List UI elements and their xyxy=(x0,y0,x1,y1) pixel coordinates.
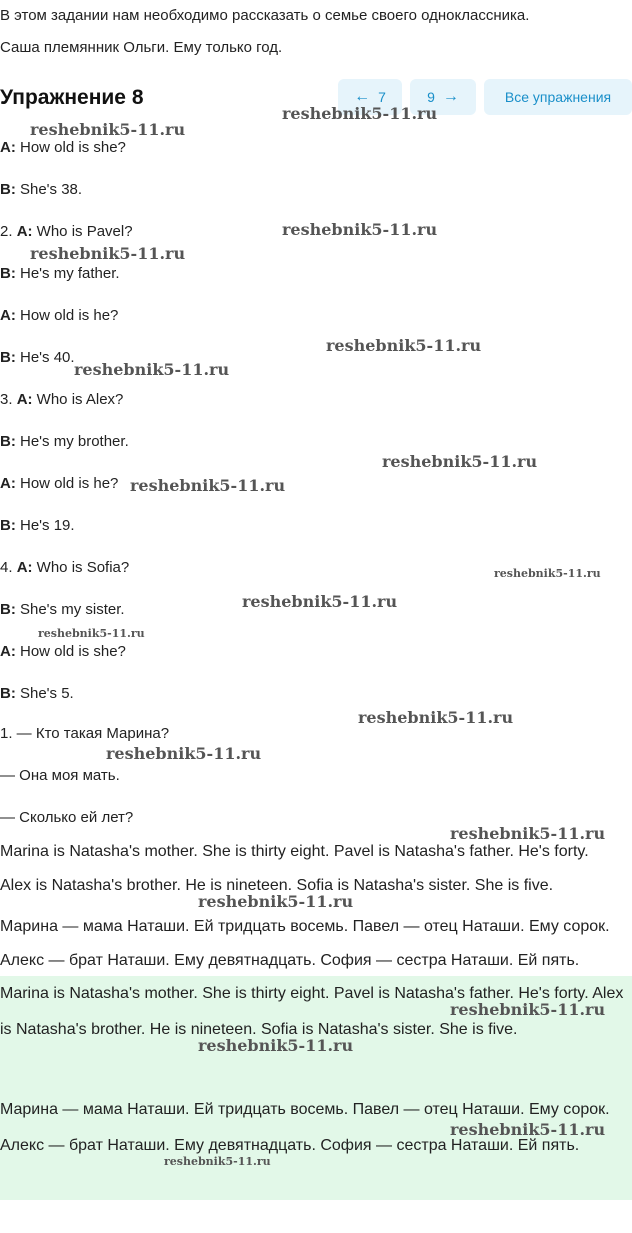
dialogue-line: B: He's my brother. xyxy=(0,433,129,450)
summary-line: Марина — мама Наташи. Ей тридцать восемь. Павел — отец Наташи. Ему сорок. xyxy=(0,918,610,935)
page-title: Упражнение 8 xyxy=(0,86,144,109)
all-exercises-label: Все упражнения xyxy=(504,89,612,105)
translation-line: — Сколько ей лет? xyxy=(0,809,134,826)
watermark: reshebnik5-11.ru xyxy=(198,1036,354,1055)
watermark: reshebnik5-11.ru xyxy=(242,592,398,611)
dialogue-line: B: He's 19. xyxy=(0,517,75,534)
dialogue-line: A: How old is he? xyxy=(0,307,119,324)
answer-russian: Марина — мама Наташи. Ей тридцать восемь. Павел — отец Наташи. Ему сорок. Алекс — брат Наташи. Ему девятнадцать. София — сестра Наташи. Ей пять. xyxy=(0,1101,610,1154)
watermark: reshebnik5-11.ru xyxy=(198,892,354,911)
dialogue-line: B: She's my sister. xyxy=(0,601,125,618)
answer-english: Marina is Natasha's mother. She is thirty eight. Pavel is Natasha's father. He's forty. Alex is Natasha's brother. He is nineteen. Sofia is Natasha's sister. She is five. xyxy=(0,985,624,1038)
intro-line-2: Саша племянник Ольги. Ему только год. xyxy=(0,39,283,56)
watermark: reshebnik5-11.ru xyxy=(74,360,230,379)
intro-line-1: В этом задании нам необходимо рассказать о семье своего одноклассника. xyxy=(0,7,530,24)
watermark: reshebnik5-11.ru xyxy=(382,452,538,471)
dialogue-line: B: He's 40. xyxy=(0,349,75,366)
translation-line: — Она моя мать. xyxy=(0,767,120,784)
watermark: reshebnik5-11.ru xyxy=(282,104,438,123)
dialogue-line: 3. A: Who is Alex? xyxy=(0,391,124,408)
watermark: reshebnik5-11.ru xyxy=(358,708,514,727)
watermark: reshebnik5-11.ru xyxy=(38,627,145,640)
watermark: reshebnik5-11.ru xyxy=(130,476,286,495)
summary-line: Alex is Natasha's brother. He is nineteen. Sofia is Natasha's sister. She is five. xyxy=(0,877,554,894)
dialogue-line: A: How old is she? xyxy=(0,139,126,156)
watermark: reshebnik5-11.ru xyxy=(450,1120,606,1139)
watermark: reshebnik5-11.ru xyxy=(30,120,186,139)
watermark: reshebnik5-11.ru xyxy=(450,1000,606,1019)
watermark: reshebnik5-11.ru xyxy=(106,744,262,763)
arrow-left-icon: ← xyxy=(354,88,371,105)
summary-line: Алекс — брат Наташи. Ему девятнадцать. София — сестра Наташи. Ей пять. xyxy=(0,952,580,969)
all-exercises-button[interactable] xyxy=(484,79,632,115)
watermark: reshebnik5-11.ru xyxy=(164,1155,271,1168)
watermark: reshebnik5-11.ru xyxy=(30,244,186,263)
translation-line: 1. — Кто такая Марина? xyxy=(0,725,170,742)
dialogue-line: B: She's 38. xyxy=(0,181,83,198)
dialogue-line: B: He's my father. xyxy=(0,265,120,282)
dialogue-line: 2. A: Who is Pavel? xyxy=(0,223,133,240)
watermark: reshebnik5-11.ru xyxy=(282,220,438,239)
arrow-right-icon: → xyxy=(442,88,459,105)
watermark: reshebnik5-11.ru xyxy=(450,824,606,843)
watermark: reshebnik5-11.ru xyxy=(494,567,601,580)
dialogue-line: 4. A: Who is Sofia? xyxy=(0,559,130,576)
prev-exercise-label: 7 xyxy=(378,89,386,105)
watermark: reshebnik5-11.ru xyxy=(326,336,482,355)
dialogue-line: A: How old is he? xyxy=(0,475,119,492)
next-exercise-label: 9 xyxy=(427,89,435,105)
dialogue-line: B: She's 5. xyxy=(0,685,74,702)
summary-line: Marina is Natasha's mother. She is thirty eight. Pavel is Natasha's father. He's forty. xyxy=(0,843,589,860)
dialogue-line: A: How old is she? xyxy=(0,643,126,660)
